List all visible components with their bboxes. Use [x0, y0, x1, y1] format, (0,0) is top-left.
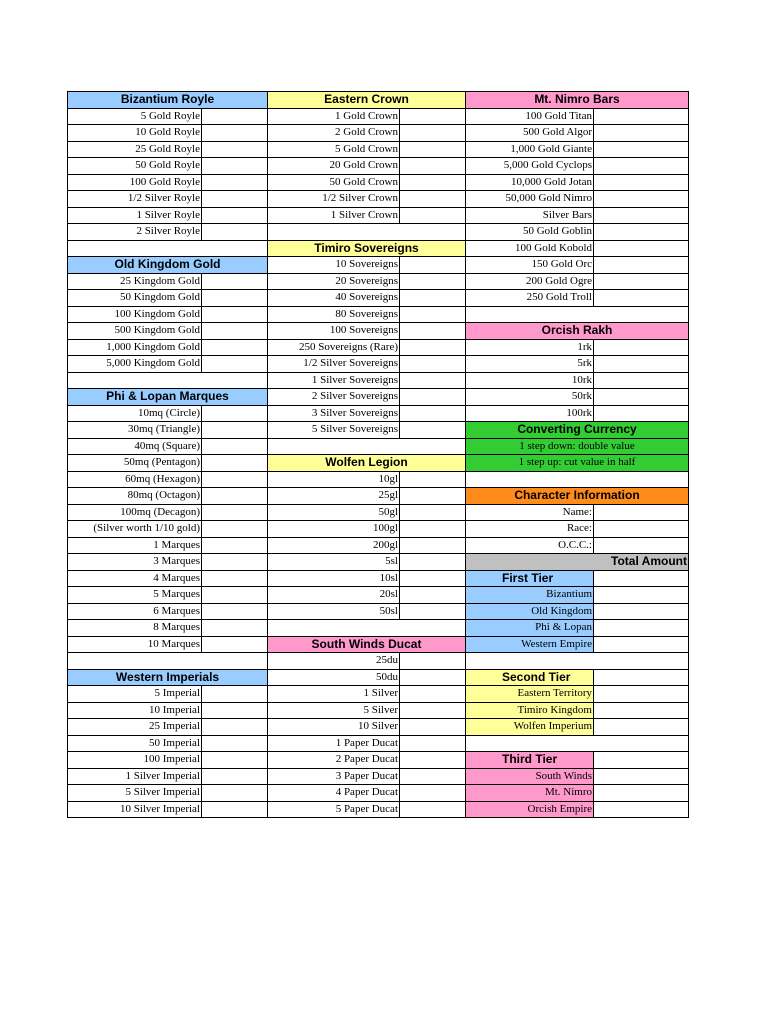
table-row: [68, 372, 689, 389]
input-cell[interactable]: [202, 554, 268, 571]
label-cell: 50rk: [466, 389, 594, 406]
input-cell[interactable]: [400, 471, 466, 488]
section-header: Old Kingdom Gold: [68, 257, 268, 274]
table-row: [68, 653, 689, 670]
label-cell: 40 Sovereigns: [268, 290, 400, 307]
label-cell: 100 Gold Royle: [68, 174, 202, 191]
label-cell: 1 Paper Ducat: [268, 735, 400, 752]
blank-cell: [466, 471, 689, 488]
label-cell: 5 Silver Sovereigns: [268, 422, 400, 439]
input-cell[interactable]: [400, 323, 466, 340]
label-cell: Silver Bars: [466, 207, 594, 224]
currency-spreadsheet: [67, 91, 689, 818]
input-cell[interactable]: [202, 603, 268, 620]
label-cell: 100 Gold Titan: [466, 108, 594, 125]
input-cell[interactable]: [594, 768, 689, 785]
label-cell: Eastern Territory: [466, 686, 594, 703]
table-row: [68, 554, 689, 571]
table-row: [68, 158, 689, 175]
label-cell: 100 Kingdom Gold: [68, 306, 202, 323]
label-cell: 5rk: [466, 356, 594, 373]
label-cell: 1rk: [466, 339, 594, 356]
label-cell: 80mq (Octagon): [68, 488, 202, 505]
input-cell[interactable]: [594, 191, 689, 208]
input-cell[interactable]: [202, 471, 268, 488]
blank-cell: [466, 653, 689, 670]
input-cell[interactable]: [594, 290, 689, 307]
label-cell: 50 Kingdom Gold: [68, 290, 202, 307]
input-cell[interactable]: [400, 653, 466, 670]
input-cell[interactable]: [400, 290, 466, 307]
table-row: [68, 224, 689, 241]
input-cell[interactable]: [400, 521, 466, 538]
input-cell[interactable]: [400, 273, 466, 290]
section-header: Orcish Rakh: [466, 323, 689, 340]
label-cell: 10mq (Circle): [68, 405, 202, 422]
table-row: [68, 389, 689, 406]
input-cell[interactable]: [594, 125, 689, 142]
section-header: Converting Currency: [466, 422, 689, 439]
label-cell: 50sl: [268, 603, 400, 620]
input-cell[interactable]: [202, 224, 268, 241]
input-cell[interactable]: [400, 504, 466, 521]
table-row: [68, 587, 689, 604]
input-cell[interactable]: [594, 702, 689, 719]
input-cell[interactable]: [400, 306, 466, 323]
input-cell[interactable]: [594, 207, 689, 224]
label-cell: 30mq (Triangle): [68, 422, 202, 439]
table-row: [68, 752, 689, 769]
input-cell[interactable]: [594, 570, 689, 587]
input-cell[interactable]: [202, 306, 268, 323]
table-row: [68, 174, 689, 191]
input-cell[interactable]: [202, 752, 268, 769]
input-cell[interactable]: [400, 191, 466, 208]
input-cell[interactable]: [400, 389, 466, 406]
table-row: [68, 735, 689, 752]
input-cell[interactable]: [400, 735, 466, 752]
input-cell[interactable]: [400, 785, 466, 802]
input-cell[interactable]: [400, 537, 466, 554]
table-row: [68, 686, 689, 703]
table-row: [68, 125, 689, 142]
section-header: Total Amount: [466, 554, 689, 571]
label-cell: 10,000 Gold Jotan: [466, 174, 594, 191]
label-cell: 25gl: [268, 488, 400, 505]
input-cell[interactable]: [400, 768, 466, 785]
input-cell[interactable]: [202, 719, 268, 736]
blank-cell: [68, 653, 268, 670]
input-cell[interactable]: [202, 108, 268, 125]
section-header: South Winds Ducat: [268, 636, 466, 653]
label-cell: 500 Kingdom Gold: [68, 323, 202, 340]
input-cell[interactable]: [400, 405, 466, 422]
label-cell: Orcish Empire: [466, 801, 594, 818]
input-cell[interactable]: [400, 174, 466, 191]
label-cell: 10rk: [466, 372, 594, 389]
label-cell: 100rk: [466, 405, 594, 422]
input-cell[interactable]: [202, 587, 268, 604]
label-cell: 1/2 Silver Royle: [68, 191, 202, 208]
table-row: [68, 339, 689, 356]
label-cell: 1,000 Kingdom Gold: [68, 339, 202, 356]
table-row: [68, 273, 689, 290]
section-header: Wolfen Legion: [268, 455, 466, 472]
input-cell[interactable]: [202, 422, 268, 439]
label-cell: 25 Imperial: [68, 719, 202, 736]
label-cell: 5 Silver: [268, 702, 400, 719]
table-row: [68, 92, 689, 109]
sheet-body: [68, 92, 689, 818]
label-cell: 100gl: [268, 521, 400, 538]
input-cell[interactable]: [400, 554, 466, 571]
section-header: Western Imperials: [68, 669, 268, 686]
input-cell[interactable]: [594, 669, 689, 686]
input-cell[interactable]: [202, 207, 268, 224]
label-cell: 50 Imperial: [68, 735, 202, 752]
label-cell: Name:: [466, 504, 594, 521]
input-cell[interactable]: [594, 174, 689, 191]
label-cell: 2 Silver Sovereigns: [268, 389, 400, 406]
label-cell: 50 Gold Royle: [68, 158, 202, 175]
label-cell: 250 Gold Troll: [466, 290, 594, 307]
input-cell[interactable]: [594, 405, 689, 422]
table-row: [68, 801, 689, 818]
label-cell: 500 Gold Algor: [466, 125, 594, 142]
input-cell[interactable]: [594, 257, 689, 274]
input-cell[interactable]: [400, 686, 466, 703]
input-cell[interactable]: [202, 801, 268, 818]
input-cell[interactable]: [400, 125, 466, 142]
label-cell: 150 Gold Orc: [466, 257, 594, 274]
label-cell: 50mq (Pentagon): [68, 455, 202, 472]
input-cell[interactable]: [400, 422, 466, 439]
input-cell[interactable]: [202, 488, 268, 505]
label-cell: Bizantium: [466, 587, 594, 604]
blank-cell: [68, 372, 268, 389]
label-cell: 50du: [268, 669, 400, 686]
table-row: [68, 537, 689, 554]
section-header: First Tier: [466, 570, 594, 587]
input-cell[interactable]: [594, 587, 689, 604]
section-header: Timiro Sovereigns: [268, 240, 466, 257]
section-header: Eastern Crown: [268, 92, 466, 109]
input-cell[interactable]: [594, 620, 689, 637]
label-cell: 10 Sovereigns: [268, 257, 400, 274]
input-cell[interactable]: [400, 356, 466, 373]
input-cell[interactable]: [202, 735, 268, 752]
label-cell: 5 Silver Imperial: [68, 785, 202, 802]
input-cell[interactable]: [594, 108, 689, 125]
label-cell: 5sl: [268, 554, 400, 571]
input-cell[interactable]: [202, 702, 268, 719]
table-row: [68, 257, 689, 274]
section-header: Third Tier: [466, 752, 594, 769]
table-row: [68, 669, 689, 686]
label-cell: 10 Silver: [268, 719, 400, 736]
label-cell: 25du: [268, 653, 400, 670]
label-cell: O.C.C.:: [466, 537, 594, 554]
label-cell: 1 Silver Sovereigns: [268, 372, 400, 389]
label-cell: 25 Kingdom Gold: [68, 273, 202, 290]
label-cell: 1 Silver: [268, 686, 400, 703]
label-cell: 10 Silver Imperial: [68, 801, 202, 818]
label-cell: Wolfen Imperium: [466, 719, 594, 736]
input-cell[interactable]: [594, 339, 689, 356]
input-cell[interactable]: [400, 207, 466, 224]
input-cell[interactable]: [400, 339, 466, 356]
label-cell: 1,000 Gold Giante: [466, 141, 594, 158]
label-cell: 1 Marques: [68, 537, 202, 554]
input-cell[interactable]: [400, 801, 466, 818]
input-cell[interactable]: [202, 290, 268, 307]
table-row: [68, 108, 689, 125]
note-cell: 1 step down: double value: [466, 438, 689, 455]
input-cell[interactable]: [202, 174, 268, 191]
input-cell[interactable]: [400, 702, 466, 719]
label-cell: 20sl: [268, 587, 400, 604]
blank-cell: [68, 240, 268, 257]
label-cell: Old Kingdom: [466, 603, 594, 620]
input-cell[interactable]: [400, 488, 466, 505]
label-cell: 50 Gold Goblin: [466, 224, 594, 241]
blank-cell: [466, 735, 689, 752]
input-cell[interactable]: [594, 224, 689, 241]
label-cell: Mt. Nimro: [466, 785, 594, 802]
input-cell[interactable]: [594, 636, 689, 653]
label-cell: 5 Gold Crown: [268, 141, 400, 158]
label-cell: Western Empire: [466, 636, 594, 653]
input-cell[interactable]: [202, 686, 268, 703]
input-cell[interactable]: [202, 405, 268, 422]
label-cell: 250 Sovereigns (Rare): [268, 339, 400, 356]
label-cell: Race:: [466, 521, 594, 538]
label-cell: 40mq (Square): [68, 438, 202, 455]
input-cell[interactable]: [594, 801, 689, 818]
table-row: [68, 240, 689, 257]
label-cell: 25 Gold Royle: [68, 141, 202, 158]
label-cell: 10 Gold Royle: [68, 125, 202, 142]
label-cell: 10 Marques: [68, 636, 202, 653]
label-cell: 5,000 Gold Cyclops: [466, 158, 594, 175]
label-cell: 100 Imperial: [68, 752, 202, 769]
input-cell[interactable]: [400, 587, 466, 604]
input-cell[interactable]: [594, 521, 689, 538]
table-row: [68, 570, 689, 587]
note-cell: 1 step up: cut value in half: [466, 455, 689, 472]
blank-cell: [268, 438, 466, 455]
input-cell[interactable]: [202, 636, 268, 653]
table-row: [68, 323, 689, 340]
input-cell[interactable]: [400, 158, 466, 175]
table-row: [68, 356, 689, 373]
table-row: [68, 768, 689, 785]
label-cell: 2 Gold Crown: [268, 125, 400, 142]
section-header: Second Tier: [466, 669, 594, 686]
label-cell: 5 Marques: [68, 587, 202, 604]
table-row: [68, 603, 689, 620]
label-cell: 20 Sovereigns: [268, 273, 400, 290]
table-row: [68, 702, 689, 719]
input-cell[interactable]: [202, 455, 268, 472]
label-cell: 50 Gold Crown: [268, 174, 400, 191]
input-cell[interactable]: [400, 669, 466, 686]
label-cell: 10sl: [268, 570, 400, 587]
label-cell: 100 Gold Kobold: [466, 240, 594, 257]
input-cell[interactable]: [400, 257, 466, 274]
input-cell[interactable]: [202, 125, 268, 142]
label-cell: 50,000 Gold Nimro: [466, 191, 594, 208]
input-cell[interactable]: [594, 356, 689, 373]
label-cell: 1/2 Silver Crown: [268, 191, 400, 208]
table-row: [68, 455, 689, 472]
label-cell: 20 Gold Crown: [268, 158, 400, 175]
input-cell[interactable]: [594, 719, 689, 736]
input-cell[interactable]: [594, 141, 689, 158]
input-cell[interactable]: [594, 389, 689, 406]
input-cell[interactable]: [202, 158, 268, 175]
blank-cell: [466, 306, 689, 323]
label-cell: (Silver worth 1/10 gold): [68, 521, 202, 538]
table-row: [68, 636, 689, 653]
label-cell: 2 Paper Ducat: [268, 752, 400, 769]
label-cell: Timiro Kingdom: [466, 702, 594, 719]
label-cell: 5 Paper Ducat: [268, 801, 400, 818]
label-cell: 50gl: [268, 504, 400, 521]
label-cell: 1 Silver Royle: [68, 207, 202, 224]
section-header: Character Information: [466, 488, 689, 505]
input-cell[interactable]: [400, 752, 466, 769]
label-cell: 4 Marques: [68, 570, 202, 587]
label-cell: 200 Gold Ogre: [466, 273, 594, 290]
input-cell[interactable]: [594, 537, 689, 554]
label-cell: 10 Imperial: [68, 702, 202, 719]
label-cell: 100mq (Decagon): [68, 504, 202, 521]
input-cell[interactable]: [202, 191, 268, 208]
table-row: [68, 207, 689, 224]
input-cell[interactable]: [594, 752, 689, 769]
label-cell: 8 Marques: [68, 620, 202, 637]
input-cell[interactable]: [594, 785, 689, 802]
table-row: [68, 290, 689, 307]
blank-cell: [268, 620, 466, 637]
input-cell[interactable]: [594, 273, 689, 290]
label-cell: 5 Gold Royle: [68, 108, 202, 125]
input-cell[interactable]: [202, 273, 268, 290]
input-cell[interactable]: [202, 620, 268, 637]
table-row: [68, 620, 689, 637]
input-cell[interactable]: [202, 356, 268, 373]
section-header: Phi & Lopan Marques: [68, 389, 268, 406]
input-cell[interactable]: [202, 141, 268, 158]
label-cell: Phi & Lopan: [466, 620, 594, 637]
table-row: [68, 141, 689, 158]
input-cell[interactable]: [202, 768, 268, 785]
label-cell: 2 Silver Royle: [68, 224, 202, 241]
label-cell: South Winds: [466, 768, 594, 785]
input-cell[interactable]: [202, 521, 268, 538]
label-cell: 3 Marques: [68, 554, 202, 571]
input-cell[interactable]: [400, 603, 466, 620]
input-cell[interactable]: [400, 372, 466, 389]
label-cell: 3 Paper Ducat: [268, 768, 400, 785]
input-cell[interactable]: [400, 108, 466, 125]
input-cell[interactable]: [202, 339, 268, 356]
input-cell[interactable]: [202, 785, 268, 802]
label-cell: 3 Silver Sovereigns: [268, 405, 400, 422]
input-cell[interactable]: [202, 570, 268, 587]
label-cell: 1 Silver Crown: [268, 207, 400, 224]
input-cell[interactable]: [202, 504, 268, 521]
input-cell[interactable]: [202, 323, 268, 340]
label-cell: 10gl: [268, 471, 400, 488]
input-cell[interactable]: [594, 686, 689, 703]
label-cell: 1 Silver Imperial: [68, 768, 202, 785]
label-cell: 1/2 Silver Sovereigns: [268, 356, 400, 373]
label-cell: 4 Paper Ducat: [268, 785, 400, 802]
blank-cell: [268, 224, 466, 241]
table-row: [68, 785, 689, 802]
label-cell: 80 Sovereigns: [268, 306, 400, 323]
label-cell: 200gl: [268, 537, 400, 554]
input-cell[interactable]: [400, 570, 466, 587]
table-row: [68, 521, 689, 538]
input-cell[interactable]: [202, 537, 268, 554]
label-cell: 1 Gold Crown: [268, 108, 400, 125]
input-cell[interactable]: [594, 504, 689, 521]
table-row: [68, 719, 689, 736]
input-cell[interactable]: [594, 603, 689, 620]
input-cell[interactable]: [400, 719, 466, 736]
table-row: [68, 191, 689, 208]
label-cell: 100 Sovereigns: [268, 323, 400, 340]
table-row: [68, 405, 689, 422]
label-cell: 6 Marques: [68, 603, 202, 620]
label-cell: 5,000 Kingdom Gold: [68, 356, 202, 373]
section-header: Mt. Nimro Bars: [466, 92, 689, 109]
label-cell: 5 Imperial: [68, 686, 202, 703]
input-cell[interactable]: [202, 438, 268, 455]
table-row: [68, 471, 689, 488]
table-row: [68, 306, 689, 323]
input-cell[interactable]: [594, 240, 689, 257]
table-row: [68, 504, 689, 521]
table-row: [68, 422, 689, 439]
input-cell[interactable]: [400, 141, 466, 158]
table-row: [68, 438, 689, 455]
input-cell[interactable]: [594, 372, 689, 389]
label-cell: 60mq (Hexagon): [68, 471, 202, 488]
input-cell[interactable]: [594, 158, 689, 175]
section-header: Bizantium Royle: [68, 92, 268, 109]
table-row: [68, 488, 689, 505]
